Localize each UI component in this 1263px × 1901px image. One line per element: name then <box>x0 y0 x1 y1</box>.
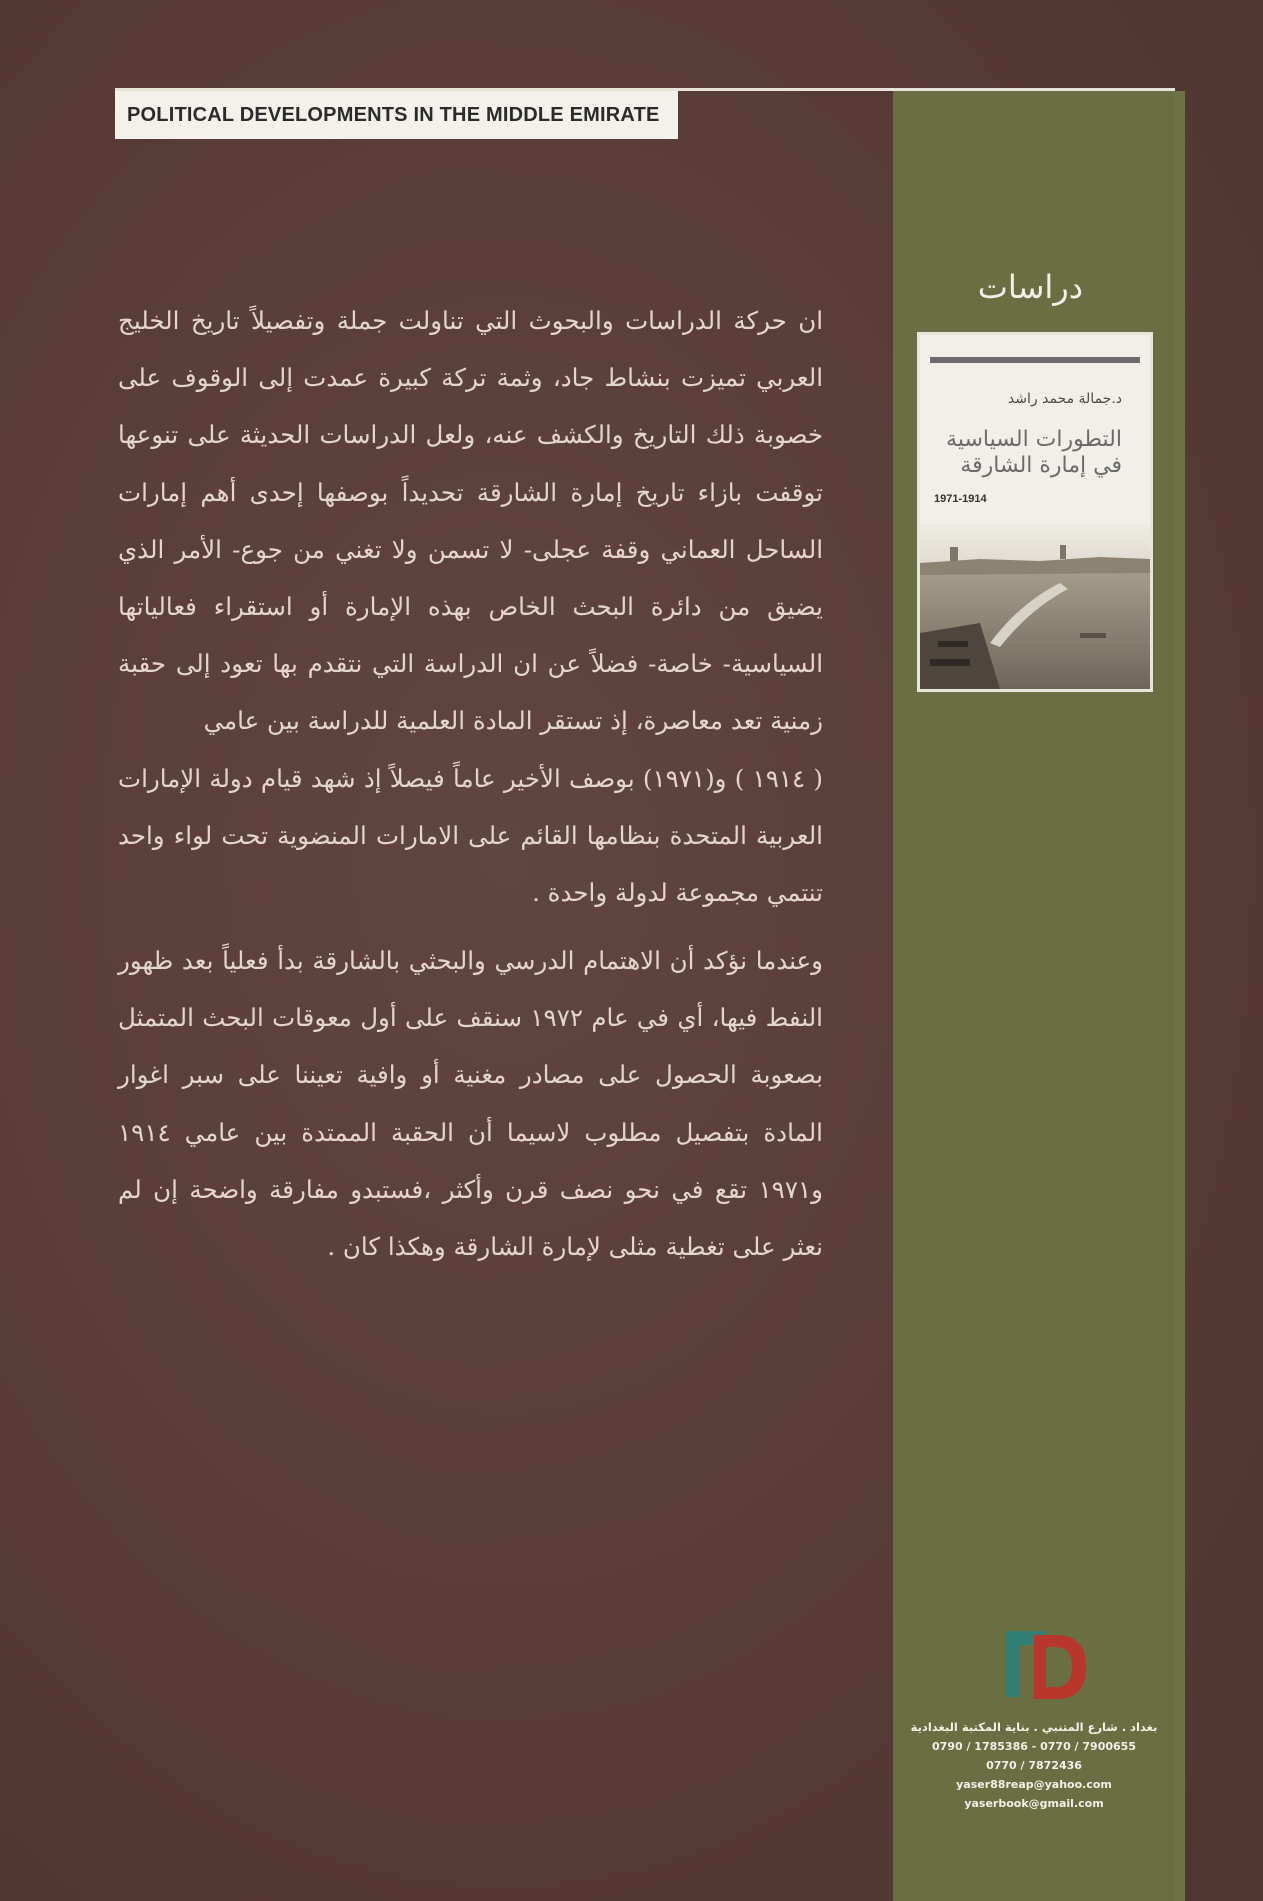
thumbnail-title-line1: التطورات السياسية <box>946 427 1122 452</box>
publisher-address: بغداد . شارع المتنبي . بناية المكتبة البغدادية <box>910 1720 1158 1734</box>
body-paragraph-2: ( ١٩١٤ ) و(١٩٧١) بوصف الأخير عاماً فيصلاً إذ شهد قيام دولة الإمارات العربية المتحدة بنظامها القائم على الامارات المنضوية تحت لواء واحد تنتمي مجموعة لدولة واحدة . <box>118 764 823 908</box>
book-cover-thumbnail <box>917 332 1153 692</box>
thumbnail-years: 1971-1914 <box>934 493 987 505</box>
thumbnail-author: د.جمالة محمد راشد <box>1007 391 1122 407</box>
publisher-phones-2: 0770 / 7872436 <box>986 1759 1082 1772</box>
publisher-email-2: yaserbook@gmail.com <box>964 1797 1104 1810</box>
series-title: POLITICAL DEVELOPMENTS IN THE MIDDLE EMIRATE <box>115 91 678 139</box>
body-paragraph-1: ان حركة الدراسات والبحوث التي تناولت جملة وتفصيلاً تاريخ الخليج العربي تميزت بنشاط جاد، وثمة تركة كبيرة عمدت إلى الوقوف على خصوبة ذلك التاريخ والكشف عنه، ولعل الدراسات الحديثة على تنوعها توقفت بازاء تاريخ إمارة الشارقة تحديداً بوصفها إحدى أهم إمارات الساحل العماني وقفة عجلى- لا تسمن ولا تغني من جوع- الأمر الذي يضيق من دائرة البحث الخاص بهذه الإمارة أو استقراء فعالياتها السياسية- خاصة- فضلاً عن ان الدراسة التي نتقدم بها تعود إلى حقبة زمنية تعد معاصرة، إذ تستقر المادة العلمية للدراسة بين عامي <box>118 306 823 736</box>
thumbnail-harbor-photo <box>920 523 1150 689</box>
body-paragraph-3: وعندما نؤكد أن الاهتمام الدرسي والبحثي بالشارقة بدأ فعلياً بعد ظهور النفط فيها، أي في عام ١٩٧٢ سنقف على أول معوقات البحث المتمثل بصعوبة الحصول على مصادر مغنية أو وافية تعيننا على سبر اغوار المادة بتفصيل مطلوب لاسيما أن الحقبة الممتدة بين عامي ١٩١٤ و١٩٧١ تقع في نحو نصف قرن وأكثر ،فستبدو مفارقة واضحة إن لم نعثر على تغطية مثلى لإمارة الشارقة وهكذا كان . <box>118 946 823 1262</box>
thumbnail-title-line2: في إمارة الشارقة <box>960 453 1122 478</box>
thumbnail-title <box>922 427 1122 479</box>
publisher-info <box>903 1718 1165 1813</box>
publisher-phones-1: 0790 / 1785386 - 0770 / 7900655 <box>932 1740 1136 1753</box>
publisher-logo-icon <box>1000 1625 1090 1703</box>
publisher-email-1: yaser88reap@yahoo.com <box>956 1778 1112 1791</box>
series-name: دراسات <box>977 268 1083 306</box>
thumbnail-header-bar <box>930 357 1140 363</box>
